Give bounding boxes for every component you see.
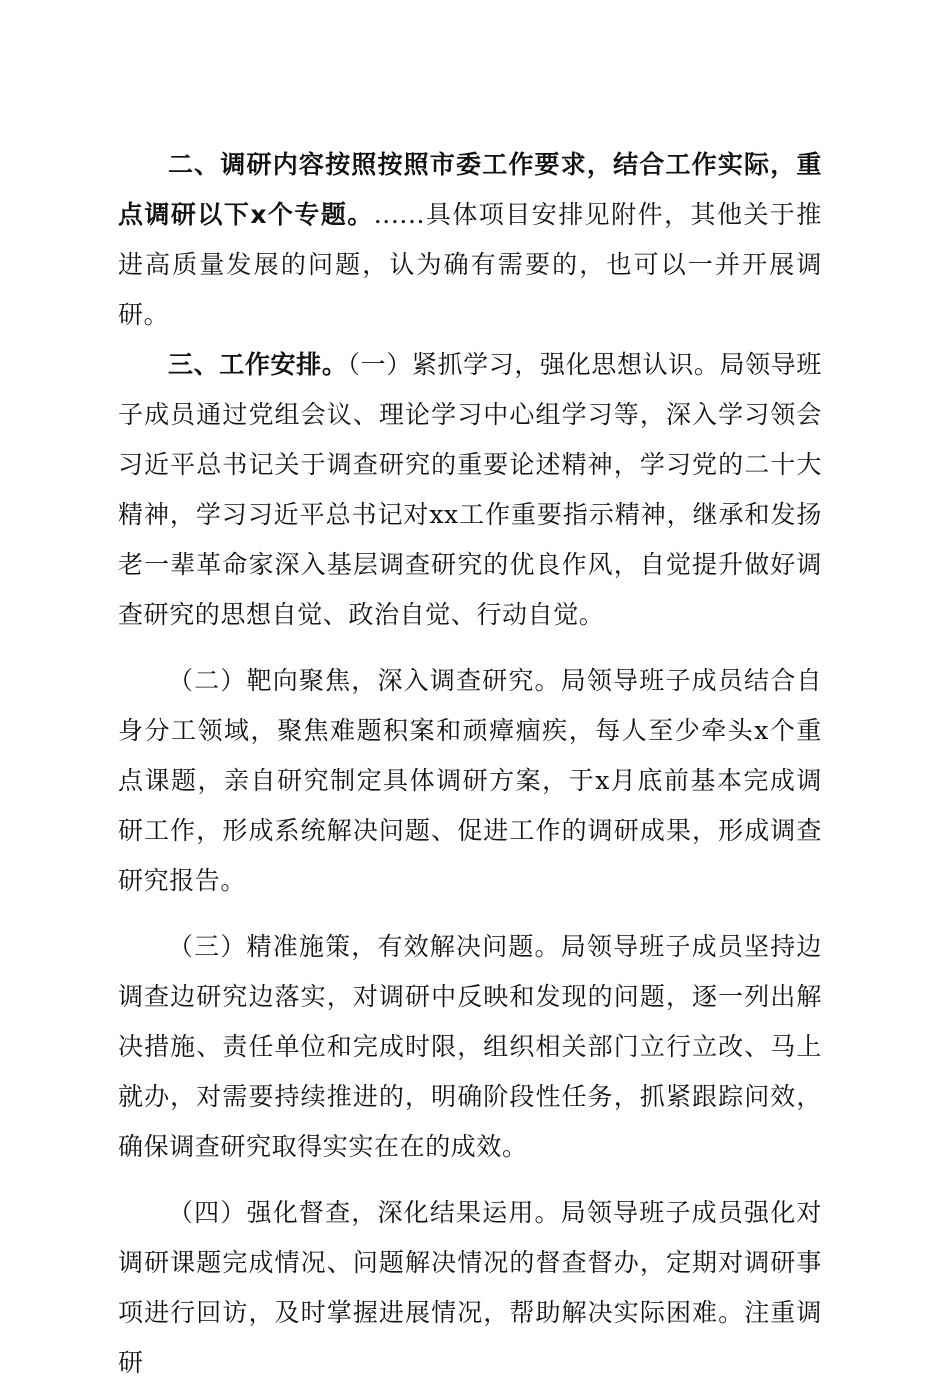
paragraph-precise-policy [118,922,822,1172]
paragraph-targeted-focus [118,656,822,906]
paragraph-research-content [118,140,822,340]
document-body [118,140,822,1388]
paragraph-text: （二）靶向聚焦，深入调查研究。局领导班子成员结合自身分工领域，聚焦难题积案和顽瘴痼疾，每人至少牵头x个重点课题，亲自研究制定具体调研方案，于x月底前基本完成调研工作，形成系统解决问题、促进工作的调研成果，形成调查研究报告。 [118,666,822,895]
paragraph-supervision [118,1188,822,1388]
paragraph-text: （四）强化督查，深化结果运用。局领导班子成员强化对调研课题完成情况、问题解决情况的督查督办，定期对调研事项进行回访，及时掌握进展情况，帮助解决实际困难。注重调研 [118,1198,822,1377]
paragraph-text: （一）紧抓学习，强化思想认识。局领导班子成员通过党组会议、理论学习中心组学习等，深入学习领会习近平总书记关于调查研究的重要论述精神，学习党的二十大精神，学习习近平总书记对xx工作重要指示精神，继承和发扬老一辈革命家深入基层调查研究的优良作风，自觉提升做好调查研究的思想自觉、政治自觉、行动自觉。 [118,350,822,629]
paragraph-work-arrangement [118,340,822,640]
paragraph-text: （三）精准施策，有效解决问题。局领导班子成员坚持边调查边研究边落实，对调研中反映和发现的问题，逐一列出解决措施、责任单位和完成时限，组织相关部门立行立改、马上就办，对需要持续推进的，明确阶段性任务，抓紧跟踪问效，确保调查研究取得实实在在的成效。 [118,932,822,1161]
heading-work-arrangement: 三、工作安排。 [168,350,348,379]
paragraph-text: ......具体项目安排见附件，其他关于推进高质量发展的问题，认为确有需要的，也可以一并开展调研。 [118,200,822,329]
heading-research-content: 二、调研内容按照按照市委工作要求，结合工作实际，重点调研以下x个专题。 [118,150,822,229]
